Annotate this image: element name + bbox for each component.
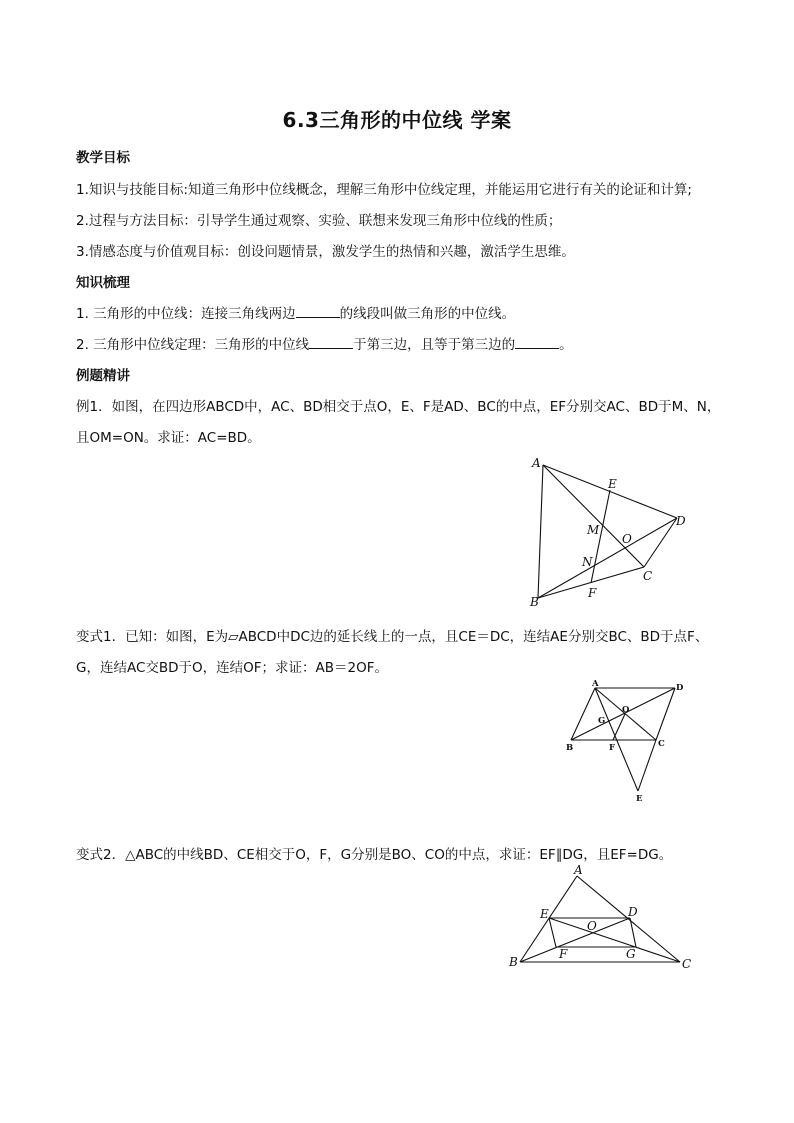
review1-text-a: 1. 三角形的中位线：连接三角线两边 <box>76 306 296 322</box>
label-C: C <box>643 569 653 583</box>
label-E: E <box>636 794 643 804</box>
review-item-2 <box>76 333 573 353</box>
label-B: B <box>509 955 518 969</box>
label-D: D <box>676 683 684 693</box>
label-G: G <box>626 947 636 961</box>
examples-heading: 例题精讲 <box>76 368 130 384</box>
variant1-line2: G，连结AC交BD于O，连结OF；求证：AB＝2OF。 <box>76 660 389 676</box>
label-D: D <box>676 514 686 528</box>
label-O: O <box>622 705 630 715</box>
review2-text-b: 于第三边，且等于第三边的 <box>353 337 516 353</box>
review1-text-b: 的线段叫做三角形的中位线。 <box>339 306 516 322</box>
variant2-line1: 变式2．△ABC的中线BD、CE相交于O，F，G分别是BO、CO的中点，求证：EF∥DG，且EF=DG。 <box>76 847 673 863</box>
example1-line2: 且OM=ON。求证：AC=BD。 <box>76 430 261 446</box>
goal-3: 3.情感态度与价值观目标：创设问题情景，激发学生的热情和兴趣，激活学生思维。 <box>76 244 575 260</box>
label-A: A <box>592 679 599 689</box>
goal-1: 1.知识与技能目标:知道三角形中位线概念，理解三角形中位线定理，并能运用它进行有关的论证和计算; <box>76 182 692 198</box>
label-B: B <box>566 743 574 753</box>
label-E: E <box>608 477 617 491</box>
goal-2: 2.过程与方法目标：引导学生通过观察、实验、联想来发现三角形中位线的性质； <box>76 213 562 229</box>
label-A: A <box>532 456 541 470</box>
label-A: A <box>574 863 583 877</box>
fill-blank <box>296 305 340 318</box>
label-G: G <box>598 716 606 726</box>
label-N: N <box>582 555 593 569</box>
review-heading: 知识梳理 <box>76 275 130 291</box>
figure-variant2 <box>505 862 695 972</box>
label-C: C <box>658 739 665 749</box>
figure-example1 <box>520 450 700 610</box>
review2-text-c: 。 <box>559 337 573 353</box>
figure-variant1 <box>560 678 700 808</box>
label-F: F <box>559 947 568 961</box>
review-item-1 <box>76 302 515 322</box>
fill-blank <box>309 336 353 349</box>
label-C: C <box>682 957 692 971</box>
variant1-line1: 变式1．已知：如图，E为▱ABCD中DC边的延长线上的一点，且CE＝DC，连结AE分别交BC、BD于点F、 <box>76 629 709 645</box>
label-F: F <box>588 586 597 600</box>
label-E: E <box>540 907 549 921</box>
example1-line1: 例1．如图，在四边形ABCD中，AC、BD相交于点O，E、F是AD、BC的中点，EF分别交AC、BD于M、N， <box>76 399 721 415</box>
label-F: F <box>609 743 616 753</box>
fill-blank <box>515 336 559 349</box>
label-D: D <box>628 905 638 919</box>
label-O: O <box>622 532 632 546</box>
page-title: 6.3三角形的中位线 学案 <box>282 108 512 132</box>
goals-heading: 教学目标 <box>76 150 130 166</box>
review2-text-a: 2. 三角形中位线定理：三角形的中位线 <box>76 337 310 353</box>
label-O: O <box>587 919 597 933</box>
label-M: M <box>587 523 600 537</box>
label-B: B <box>530 595 539 609</box>
